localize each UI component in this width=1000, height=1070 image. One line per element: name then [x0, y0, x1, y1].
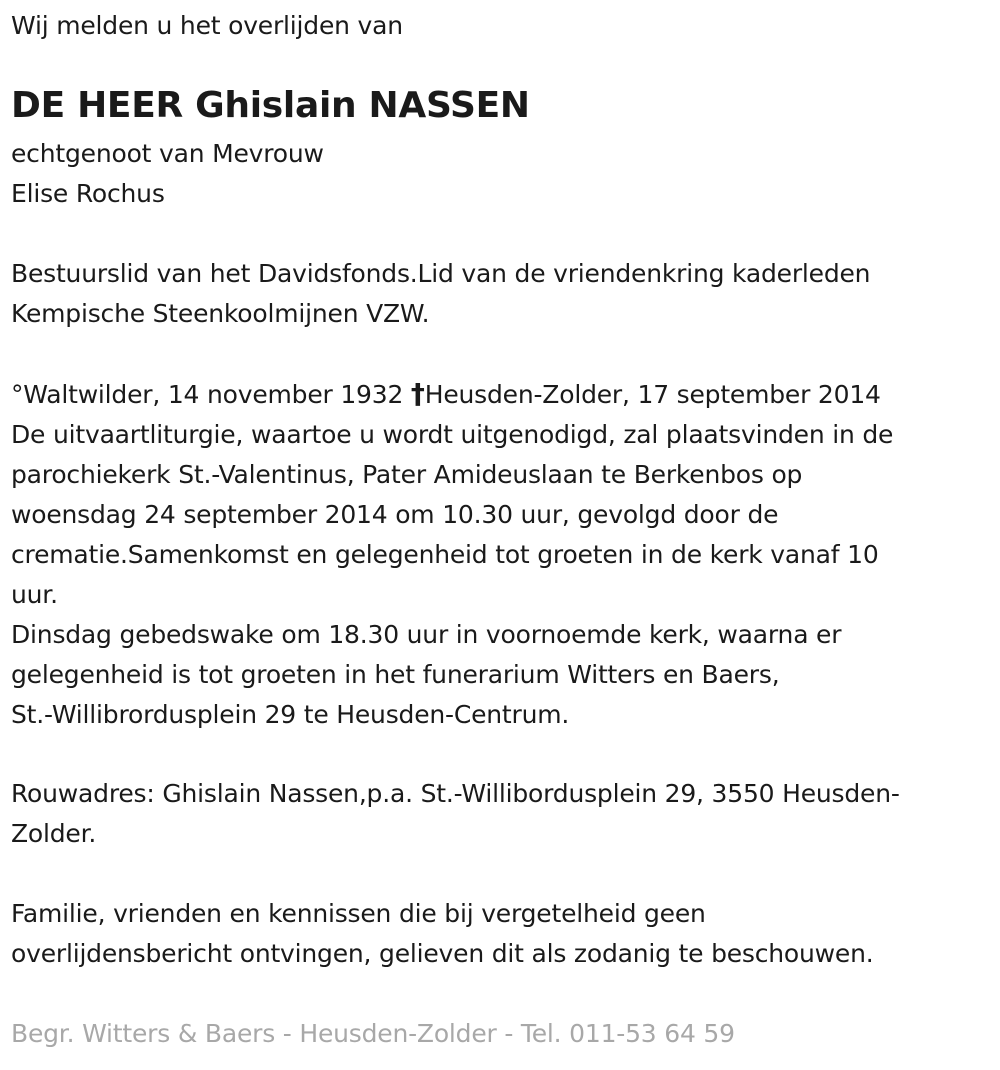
ceremony-line: crematie.Samenkomst en gelegenheid tot groeten in de kerk vanaf 10	[11, 540, 879, 569]
spouse-line: echtgenoot van Mevrouw	[11, 139, 324, 168]
mourning-address-block	[11, 774, 900, 854]
notice-line: Familie, vrienden en kennissen die bij vergetelheid geen	[11, 899, 706, 928]
ceremony-line: woensdag 24 september 2014 om 10.30 uur, gevolgd door de	[11, 500, 779, 529]
bio-line: Bestuurslid van het Davidsfonds.Lid van de vriendenkring kaderleden	[11, 259, 871, 288]
spouse-block	[11, 134, 324, 214]
death-text: Heusden-Zolder, 17 september 2014	[424, 380, 881, 409]
deceased-name: DE HEER Ghislain NASSEN	[11, 85, 530, 126]
birth-text: °Waltwilder, 14 november 1932	[11, 380, 411, 409]
family-notice-block	[11, 894, 874, 974]
ceremony-line: uur.	[11, 580, 58, 609]
ceremony-line: Dinsdag gebedswake om 18.30 uur in voornoemde kerk, waarna er	[11, 620, 842, 649]
cross-icon: †	[410, 377, 425, 410]
ceremony-line: parochiekerk St.-Valentinus, Pater Amideuslaan te Berkenbos op	[11, 460, 803, 489]
birth-death-line	[11, 374, 893, 415]
bio-line: Kempische Steenkoolmijnen VZW.	[11, 299, 430, 328]
notice-line: overlijdensbericht ontvingen, gelieven dit als zodanig te beschouwen.	[11, 939, 874, 968]
intro-text: Wij melden u het overlijden van	[11, 11, 403, 40]
ceremony-line: De uitvaartliturgie, waartoe u wordt uitgenodigd, zal plaatsvinden in de	[11, 420, 894, 449]
funeral-home-footer: Begr. Witters & Baers - Heusden-Zolder - Tel. 011-53 64 59	[11, 1019, 735, 1048]
address-line: Zolder.	[11, 819, 97, 848]
address-line: Rouwadres: Ghislain Nassen,p.a. St.-Willibordusplein 29, 3550 Heusden-	[11, 779, 900, 808]
ceremony-line: gelegenheid is tot groeten in het funerarium Witters en Baers,	[11, 660, 780, 689]
biography-block	[11, 254, 870, 334]
spouse-line: Elise Rochus	[11, 179, 165, 208]
ceremony-line: St.-Willibrordusplein 29 te Heusden-Centrum.	[11, 700, 570, 729]
dates-and-ceremony-block	[11, 374, 893, 735]
